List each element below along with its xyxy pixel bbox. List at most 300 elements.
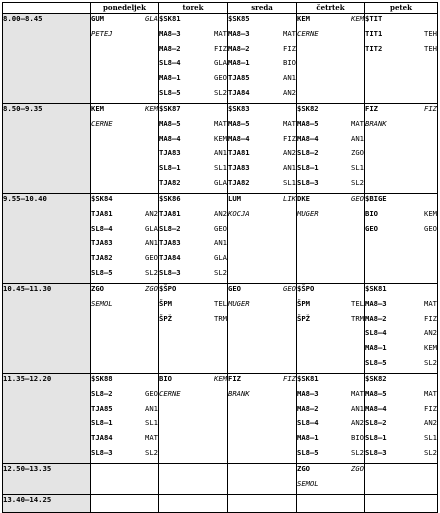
timetable-row (3, 14, 438, 104)
room-code: MAT (283, 118, 296, 128)
subject-line (228, 284, 296, 299)
group-line (159, 29, 227, 44)
group-code: SL8–5 (365, 357, 387, 367)
group-line (159, 163, 227, 178)
group-line (297, 404, 364, 419)
group-code: SL8–3 (91, 447, 113, 457)
lesson-cell[interactable] (159, 374, 228, 464)
room-code: GLA (145, 14, 158, 23)
group-line (365, 224, 437, 239)
room-code: AN1 (351, 403, 364, 413)
group-code: ŠPM (297, 298, 310, 308)
room-code: SL2 (214, 87, 227, 97)
group-code: MA8–4 (228, 133, 250, 143)
group-code: TJA81 (91, 208, 113, 218)
group-code: ŠPŽ (297, 313, 310, 323)
group-code: ŠPM (159, 298, 172, 308)
group-line (159, 119, 227, 134)
group-line (91, 224, 158, 239)
lesson-cell[interactable] (228, 14, 297, 104)
teacher-name: CERNE (159, 388, 181, 398)
room-code: MAT (351, 388, 364, 398)
room-code: KEM (424, 343, 437, 353)
room-code: AN2 (214, 208, 227, 218)
group-code: TJA83 (159, 148, 181, 158)
room-code: TRM (214, 313, 227, 323)
timetable-row (3, 194, 438, 284)
group-code: $SK81 (365, 284, 387, 293)
group-code: SL8–1 (159, 163, 181, 173)
group-code: MA8–2 (159, 43, 181, 53)
room-code: GLA (145, 223, 158, 233)
room-code: LIK (283, 194, 296, 203)
group-code: MA8–5 (228, 118, 250, 128)
group-line (228, 119, 296, 134)
room-code: MAT (145, 433, 158, 443)
lesson-cell[interactable] (91, 464, 159, 495)
group-code: $ŠPO (159, 284, 177, 293)
group-code: MA8–1 (297, 433, 319, 443)
group-line (297, 134, 364, 149)
day-header-friday: petek (365, 3, 438, 14)
group-line (91, 209, 158, 224)
group-line (365, 343, 437, 358)
room-code: AN2 (145, 208, 158, 218)
group-code: MA8–1 (159, 73, 181, 83)
group-line (297, 314, 364, 329)
group-code: $SK82 (297, 104, 319, 113)
room-code: TEH (424, 43, 437, 53)
room-code: KEM (214, 133, 227, 143)
group-code: $SK82 (365, 374, 387, 383)
lesson-cell[interactable] (91, 104, 159, 194)
group-code: GEO (228, 284, 241, 293)
teacher-name: SEMOL (297, 478, 319, 488)
group-code: MA8–5 (365, 388, 387, 398)
group-line (365, 328, 437, 343)
group-line (365, 284, 437, 299)
group-code: TJA85 (228, 73, 250, 83)
group-code: KEM (91, 104, 104, 113)
lesson-cell[interactable] (297, 374, 365, 464)
subject-line (159, 374, 227, 389)
group-line (228, 88, 296, 103)
group-line (297, 374, 364, 389)
group-line (365, 194, 437, 209)
group-line (91, 253, 158, 268)
group-code: TJA83 (159, 238, 181, 248)
subject-line (297, 464, 364, 479)
lesson-cell[interactable] (365, 14, 438, 104)
teacher-name: CERNE (297, 28, 319, 38)
group-line (159, 134, 227, 149)
lesson-cell[interactable] (228, 104, 297, 194)
room-code: SL2 (214, 267, 227, 277)
room-code: AN1 (145, 238, 158, 248)
subject-line (297, 14, 364, 29)
group-code: SL8–4 (91, 223, 113, 233)
group-code: BIO (159, 374, 172, 383)
subject-line (91, 284, 158, 299)
group-line (365, 209, 437, 224)
room-code: SL2 (351, 447, 364, 457)
group-code: MA8–5 (159, 118, 181, 128)
room-code: GLA (214, 177, 227, 187)
room-code: BIO (283, 58, 296, 68)
timetable-row (3, 374, 438, 464)
group-code: SL8–1 (365, 433, 387, 443)
subject-line (365, 104, 437, 119)
time-slot-label: 9.55–10.40 (3, 194, 91, 284)
lesson-cell[interactable] (159, 194, 228, 284)
group-code: ZGO (297, 464, 310, 473)
room-code: ZGO (351, 464, 364, 473)
group-line (159, 284, 227, 299)
group-line (159, 194, 227, 209)
group-code: $SK86 (159, 194, 181, 203)
group-code: MA8–2 (297, 403, 319, 413)
group-line (228, 178, 296, 193)
group-line (159, 14, 227, 29)
group-line (365, 374, 437, 389)
room-code: GEO (351, 194, 364, 203)
time-slot-label: 10.45–11.30 (3, 284, 91, 374)
room-code: ZGO (351, 148, 364, 158)
group-line (91, 389, 158, 404)
teacher-name: KOCJA (228, 208, 250, 218)
lesson-cell[interactable] (365, 494, 438, 512)
lesson-cell[interactable] (159, 14, 228, 104)
room-code: GEO (145, 388, 158, 398)
room-code: AN1 (214, 238, 227, 248)
group-line (228, 163, 296, 178)
teacher-name: BRANK (365, 118, 387, 128)
group-line (297, 448, 364, 463)
lesson-cell[interactable] (91, 374, 159, 464)
teacher-name: PETEJ (91, 28, 113, 38)
group-line (159, 253, 227, 268)
group-line (91, 268, 158, 283)
group-code: MA8–3 (365, 298, 387, 308)
room-code: TEL (351, 298, 364, 308)
timetable-row (3, 494, 438, 512)
room-code: AN1 (214, 148, 227, 158)
room-code: TEH (424, 28, 437, 38)
room-code: SL2 (424, 357, 437, 367)
group-line (91, 418, 158, 433)
group-code: SL8–2 (159, 223, 181, 233)
group-code: MA8–3 (228, 28, 250, 38)
group-code: TIT1 (365, 28, 383, 38)
day-header-monday: ponedeljek (91, 3, 159, 14)
group-code: TJA85 (91, 403, 113, 413)
room-code: SL1 (145, 418, 158, 428)
room-code: MAT (351, 118, 364, 128)
group-line (365, 404, 437, 419)
room-code: FIZ (424, 313, 437, 323)
corner-cell (3, 3, 91, 14)
group-line (159, 178, 227, 193)
group-line (159, 148, 227, 163)
group-line (159, 268, 227, 283)
group-line (365, 299, 437, 314)
group-line (297, 418, 364, 433)
room-code: KEM (214, 374, 227, 383)
group-line (228, 44, 296, 59)
group-line (365, 418, 437, 433)
room-code: FIZ (424, 104, 437, 113)
day-header-wednesday: sreda (228, 3, 297, 14)
room-code: MAT (424, 388, 437, 398)
group-line (228, 134, 296, 149)
room-code: GEO (145, 253, 158, 263)
group-line (297, 433, 364, 448)
room-code: FIZ (283, 43, 296, 53)
lesson-cell[interactable] (297, 494, 365, 512)
room-code: AN1 (283, 73, 296, 83)
room-code: KEM (424, 208, 437, 218)
lesson-cell[interactable] (159, 284, 228, 374)
timetable-row (3, 284, 438, 374)
room-code: TEL (214, 298, 227, 308)
group-code: GUM (91, 14, 104, 23)
group-line (297, 163, 364, 178)
lesson-cell[interactable] (228, 494, 297, 512)
teacher-name: CERNE (91, 118, 113, 128)
group-line (297, 178, 364, 193)
group-line (228, 58, 296, 73)
lesson-cell[interactable] (91, 14, 159, 104)
time-slot-label: 13.40–14.25 (3, 494, 91, 512)
room-code: AN2 (351, 418, 364, 428)
group-line (228, 29, 296, 44)
group-code: SL8–5 (159, 87, 181, 97)
room-code: ZGO (145, 284, 158, 293)
group-line (297, 148, 364, 163)
lesson-cell[interactable] (228, 464, 297, 495)
group-code: $SK83 (228, 104, 250, 113)
group-code: SL8–3 (365, 447, 387, 457)
group-code: MA8–5 (297, 118, 319, 128)
room-code: GEO (424, 223, 437, 233)
group-code: SL8–4 (159, 58, 181, 68)
lesson-cell[interactable] (91, 284, 159, 374)
group-line (91, 374, 158, 389)
timetable-row (3, 464, 438, 495)
lesson-cell[interactable] (228, 374, 297, 464)
room-code: KEM (145, 104, 158, 113)
group-code: $SK85 (228, 14, 250, 23)
lesson-cell[interactable] (228, 284, 297, 374)
group-code: ZGO (91, 284, 104, 293)
group-code: $ŠPO (297, 284, 315, 293)
room-code: GEO (283, 284, 296, 293)
group-line (228, 14, 296, 29)
group-line (91, 404, 158, 419)
room-code: MAT (424, 298, 437, 308)
room-code: FIZ (283, 133, 296, 143)
lesson-cell[interactable] (159, 464, 228, 495)
time-slot-label: 8.50–9.35 (3, 104, 91, 194)
lesson-cell[interactable] (159, 104, 228, 194)
group-code: MA8–1 (228, 58, 250, 68)
group-code: TJA84 (91, 433, 113, 443)
room-code: AN1 (351, 133, 364, 143)
group-code: KEM (297, 14, 310, 23)
group-line (365, 358, 437, 373)
group-line (91, 194, 158, 209)
lesson-cell[interactable] (159, 494, 228, 512)
group-line (365, 433, 437, 448)
group-code: SL8–2 (91, 388, 113, 398)
lesson-cell[interactable] (91, 194, 159, 284)
group-line (159, 224, 227, 239)
group-code: $TIT (365, 14, 383, 23)
lesson-cell[interactable] (297, 194, 365, 284)
group-code: SL8–3 (297, 177, 319, 187)
room-code: AN1 (145, 403, 158, 413)
group-code: BIO (365, 208, 378, 218)
room-code: AN2 (424, 418, 437, 428)
group-line (365, 448, 437, 463)
group-code: $SK81 (159, 14, 181, 23)
group-code: MA8–1 (365, 343, 387, 353)
room-code: MAT (283, 28, 296, 38)
time-slot-label: 8.00–8.45 (3, 14, 91, 104)
group-code: $SK88 (91, 374, 113, 383)
room-code: TRM (351, 313, 364, 323)
room-code: BIO (351, 433, 364, 443)
group-line (365, 29, 437, 44)
group-code: SL8–4 (297, 418, 319, 428)
group-code: TJA82 (228, 177, 250, 187)
subject-line (91, 14, 158, 29)
lesson-cell[interactable] (365, 104, 438, 194)
room-code: SL2 (145, 447, 158, 457)
day-header-thursday: četrtek (297, 3, 365, 14)
group-line (91, 433, 158, 448)
room-code: SL1 (351, 163, 364, 173)
room-code: SL2 (424, 447, 437, 457)
room-code: KEM (351, 14, 364, 23)
group-code: ŠPŽ (159, 313, 172, 323)
group-line (159, 238, 227, 253)
group-line (159, 73, 227, 88)
group-line (228, 148, 296, 163)
group-code: TJA84 (159, 253, 181, 263)
group-line (159, 209, 227, 224)
group-code: $SK87 (159, 104, 181, 113)
lesson-cell[interactable] (365, 284, 438, 374)
group-code: TJA81 (159, 208, 181, 218)
group-code: TJA81 (228, 148, 250, 158)
group-code: GEO (365, 223, 378, 233)
room-code: MAT (214, 28, 227, 38)
lesson-cell[interactable] (297, 284, 365, 374)
room-code: AN2 (283, 87, 296, 97)
group-line (297, 284, 364, 299)
room-code: SL1 (283, 177, 296, 187)
room-code: GLA (214, 58, 227, 68)
group-code: TJA83 (91, 238, 113, 248)
group-code: SL8–5 (297, 447, 319, 457)
lesson-cell[interactable] (365, 194, 438, 284)
group-line (159, 104, 227, 119)
teacher-name: BRANK (228, 388, 250, 398)
subject-line (91, 104, 158, 119)
teacher-name: MUGER (297, 208, 319, 218)
time-slot-label: 12.50–13.35 (3, 464, 91, 495)
group-line (159, 58, 227, 73)
teacher-name: MUGER (228, 298, 250, 308)
group-code: TJA84 (228, 87, 250, 97)
group-code: $SK81 (297, 374, 319, 383)
room-code: GLA (214, 253, 227, 263)
room-code: FIZ (214, 43, 227, 53)
lesson-cell[interactable] (228, 194, 297, 284)
group-code: TJA82 (159, 177, 181, 187)
group-code: SL8–3 (159, 267, 181, 277)
room-code: MAT (214, 118, 227, 128)
group-code: MA8–4 (159, 133, 181, 143)
group-line (297, 389, 364, 404)
group-line (297, 119, 364, 134)
room-code: AN1 (283, 163, 296, 173)
group-line (297, 104, 364, 119)
lesson-cell[interactable] (91, 494, 159, 512)
lesson-cell[interactable] (297, 464, 365, 495)
day-header-tuesday: torek (159, 3, 228, 14)
group-code: LUM (228, 194, 241, 203)
group-code: MA8–4 (365, 403, 387, 413)
lesson-cell[interactable] (297, 14, 365, 104)
group-line (159, 299, 227, 314)
room-code: AN2 (283, 148, 296, 158)
group-code: MA8–3 (159, 28, 181, 38)
group-line (159, 314, 227, 329)
lesson-cell[interactable] (365, 464, 438, 495)
room-code: GEO (214, 73, 227, 83)
subject-line (228, 374, 296, 389)
teacher-name: SEMOL (91, 298, 113, 308)
subject-line (297, 194, 364, 209)
group-code: MA8–4 (297, 133, 319, 143)
group-line (91, 238, 158, 253)
room-code: FIZ (424, 403, 437, 413)
group-code: TJA83 (228, 163, 250, 173)
group-line (365, 44, 437, 59)
group-line (365, 14, 437, 29)
group-line (159, 44, 227, 59)
timetable (2, 2, 438, 513)
group-line (365, 389, 437, 404)
group-code: FIZ (365, 104, 378, 113)
header-row (3, 3, 438, 14)
group-code: SL8–5 (91, 267, 113, 277)
room-code: SL2 (145, 267, 158, 277)
group-line (297, 299, 364, 314)
group-line (228, 104, 296, 119)
group-code: TJA82 (91, 253, 113, 263)
group-code: SL8–2 (297, 148, 319, 158)
lesson-cell[interactable] (297, 104, 365, 194)
timetable-row (3, 104, 438, 194)
lesson-cell[interactable] (365, 374, 438, 464)
group-code: MA8–2 (228, 43, 250, 53)
room-code: FIZ (283, 374, 296, 383)
group-code: MA8–3 (297, 388, 319, 398)
group-code: $SK84 (91, 194, 113, 203)
